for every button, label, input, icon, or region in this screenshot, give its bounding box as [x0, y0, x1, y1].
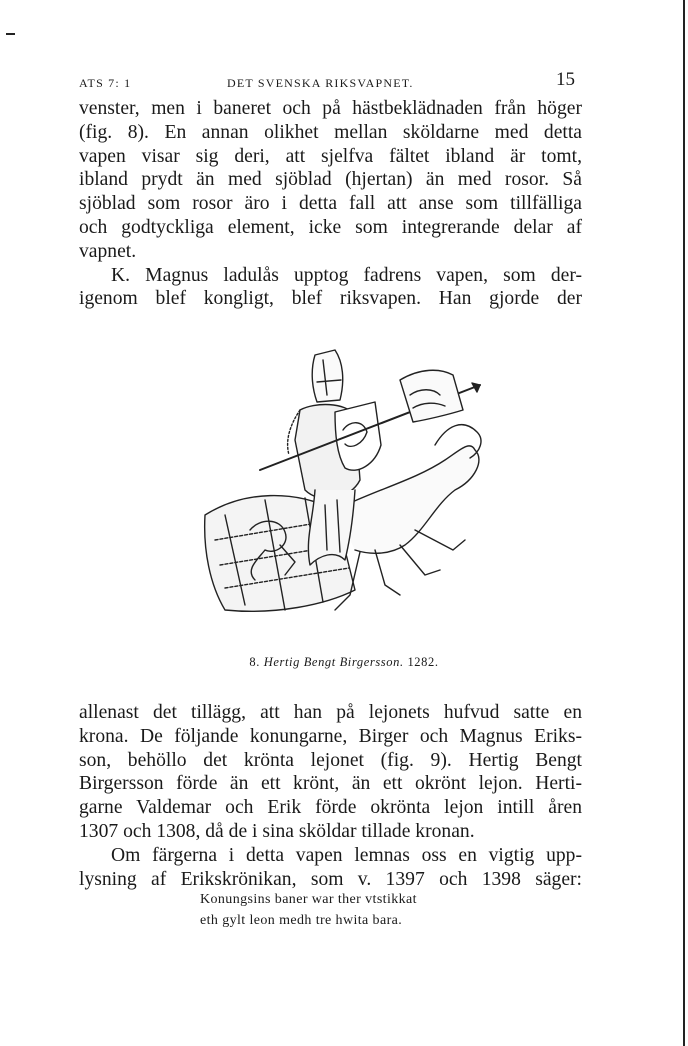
- text-line: Birgersson förde än ett krönt, än ett okrönt lejon. Herti-: [79, 773, 582, 795]
- figure-year: 1282.: [407, 655, 439, 669]
- text-line: venster, men i baneret och på hästbeklädnaden från höger: [79, 98, 582, 119]
- verse-line: eth gylt leon medh tre hwita bara.: [200, 913, 403, 928]
- figure-caption: [0, 655, 688, 670]
- margin-mark: [6, 33, 15, 35]
- figure-number: 8.: [249, 655, 260, 669]
- text-line: ibland prydt än med sjöblad (hjertan) än med rosor. Så: [79, 169, 582, 191]
- page-edge-line: [683, 0, 685, 1046]
- text-line: sjöblad som rosor äro i detta fall att anse som tillfälliga: [79, 193, 582, 215]
- verse-quotation: [200, 889, 417, 931]
- running-header: [79, 70, 575, 90]
- text-line: (fig. 8). En annan olikhet mellan sköldarne med detta: [79, 121, 582, 143]
- text-line: vapnet.: [79, 240, 137, 262]
- text-line: krona. De följande konungarne, Birger och Magnus Eriks-: [79, 725, 582, 747]
- text-line: Om färgerna i detta vapen lemnas oss en vigtig upp-: [111, 844, 582, 866]
- paragraph-bottom: [79, 701, 582, 891]
- running-title: DET SVENSKA RIKSVAPNET.: [227, 76, 414, 90]
- paragraph-top: [79, 97, 582, 311]
- text-line: och godtyckliga element, icke som integrerande delar af: [79, 216, 582, 238]
- text-line: son, behöllo det krönta lejonet (fig. 9). Hertig Bengt: [79, 749, 582, 771]
- text-line: igenom blef kongligt, blef riksvapen. Han gjorde der: [79, 288, 582, 310]
- knight-illustration: [185, 340, 515, 640]
- text-line: 1307 och 1308, då de i sina sköldar tillade kronan.: [79, 820, 475, 842]
- page-number: 15: [556, 69, 575, 90]
- text-line: allenast det tillägg, att han på lejonets hufvud satte en: [79, 702, 582, 723]
- figure-caption-title: Hertig Bengt Birgersson.: [263, 655, 404, 669]
- text-line: vapen visar sig deri, att sjelfva fältet ibland är tomt,: [79, 145, 582, 167]
- text-line: lysning af Erikskrönikan, som v. 1397 och 1398 säger:: [79, 868, 582, 890]
- verse-line: Konungsins baner war ther vtstikkat: [200, 892, 417, 907]
- signature-mark: ATS 7: 1: [79, 76, 132, 90]
- text-line: K. Magnus ladulås upptog fadrens vapen, som der-: [111, 264, 582, 286]
- text-line: garne Valdemar och Erik förde okrönta lejon intill åren: [79, 797, 582, 819]
